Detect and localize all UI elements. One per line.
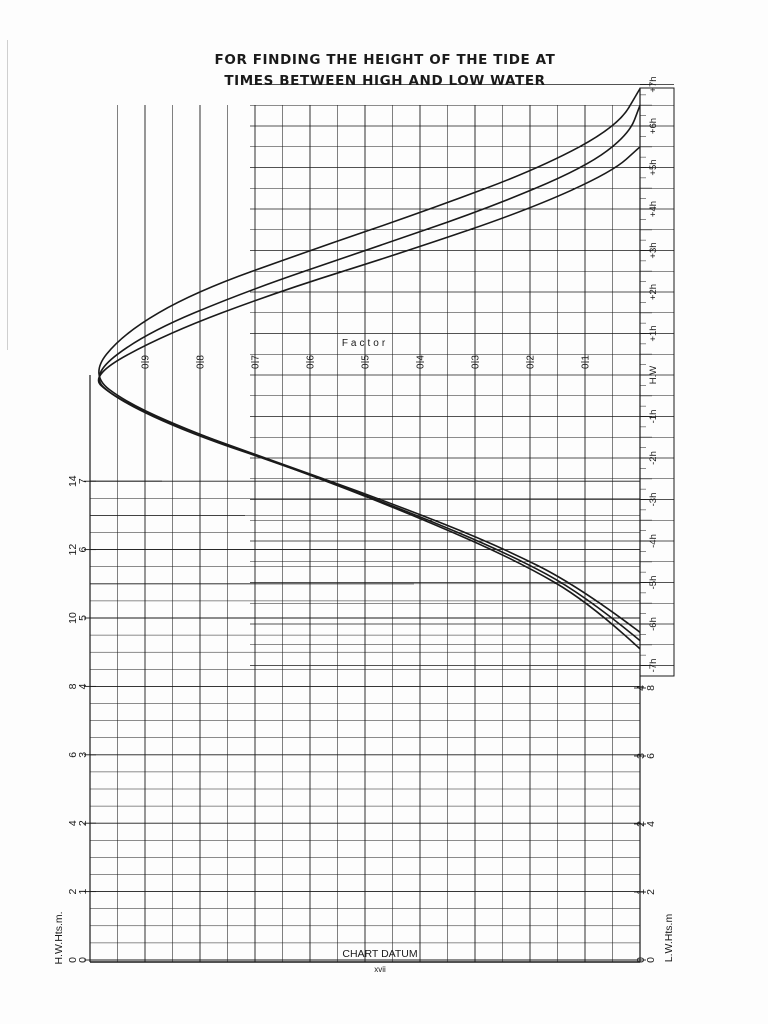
chart-title-line-1: FOR FINDING THE HEIGHT OF THE TIDE AT bbox=[214, 52, 556, 68]
tide-curve-3 bbox=[99, 147, 640, 633]
time-tick-label: -2h bbox=[648, 451, 659, 465]
factor-tick-label: 0.1 bbox=[580, 355, 592, 369]
lw-outer-label: 8 bbox=[645, 685, 657, 691]
hw-inner-label: 2 bbox=[77, 820, 89, 827]
time-tick-label: +1h bbox=[648, 325, 659, 342]
hw-outer-label: 4 bbox=[67, 820, 79, 827]
time-tick-label: +2h bbox=[648, 283, 659, 301]
factor-tick-label: 0.5 bbox=[360, 355, 372, 369]
time-tick-label: +7h bbox=[648, 76, 659, 93]
factor-tick-label: 0.3 bbox=[470, 355, 482, 369]
hw-inner-label: 4 bbox=[77, 683, 89, 690]
hw-outer-label: 6 bbox=[67, 751, 79, 758]
hw-inner-label: 7 bbox=[77, 478, 89, 485]
hw-outer-label: 10 bbox=[67, 612, 79, 624]
time-tick-label: -6h bbox=[648, 617, 659, 631]
factor-tick-label: 0.4 bbox=[415, 355, 427, 369]
hw-outer-label: 8 bbox=[67, 683, 79, 690]
time-tick-label: -7h bbox=[648, 658, 659, 673]
lw-inner-label: 0 bbox=[635, 957, 647, 963]
factor-tick-label: 0.7 bbox=[250, 355, 262, 369]
time-tick-label: -4h bbox=[648, 534, 659, 548]
chart-grid bbox=[90, 85, 674, 963]
page-number: xvii bbox=[374, 965, 386, 974]
time-tick-label: +6h bbox=[648, 117, 659, 135]
factor-tick-label: 0.8 bbox=[195, 355, 207, 369]
hw-inner-label: 1 bbox=[77, 888, 89, 895]
lw-outer-label: 4 bbox=[645, 821, 657, 827]
hw-inner-label: 5 bbox=[77, 615, 89, 621]
time-tick-label: H.W bbox=[648, 365, 659, 385]
lw-outer-label: 2 bbox=[645, 889, 657, 895]
hw-outer-label: 2 bbox=[67, 888, 79, 895]
chart-datum-label: CHART DATUM bbox=[342, 948, 418, 960]
lw-axis-label: L.W.Hts.m bbox=[663, 913, 675, 963]
chart-title-line-2: TIMES BETWEEN HIGH AND LOW WATER bbox=[224, 73, 546, 89]
hw-inner-label: 0 bbox=[77, 957, 89, 963]
lw-outer-label: 6 bbox=[645, 753, 657, 759]
time-tick-label: +5h bbox=[648, 159, 659, 176]
lw-inner-label: 4 bbox=[635, 685, 647, 691]
lw-inner-label: 3 bbox=[635, 753, 647, 759]
time-tick-label: +3h bbox=[648, 242, 659, 259]
hw-inner-label: 3 bbox=[77, 751, 89, 758]
lw-outer-label: 0 bbox=[645, 957, 657, 963]
time-tick-label: -5h bbox=[648, 575, 659, 590]
lw-inner-label: 1 bbox=[635, 889, 647, 895]
factor-tick-label: 0.2 bbox=[525, 355, 537, 369]
time-tick-label: +4h bbox=[648, 200, 659, 218]
time-tick-label: -1h bbox=[648, 409, 659, 424]
factor-tick-label: 0.6 bbox=[305, 355, 317, 369]
factor-axis-label: Factor bbox=[341, 338, 389, 349]
hw-outer-label: 12 bbox=[67, 543, 79, 556]
hw-outer-label: 14 bbox=[67, 475, 79, 488]
chart-labels bbox=[53, 76, 675, 974]
hw-inner-label: 6 bbox=[77, 546, 89, 553]
hw-axis-label: H.W.Hts.m. bbox=[53, 911, 65, 965]
lw-inner-label: 2 bbox=[635, 821, 647, 827]
factor-tick-label: 0.9 bbox=[140, 355, 152, 369]
tide-curve-2 bbox=[99, 105, 640, 640]
hw-outer-label: 0 bbox=[67, 957, 79, 963]
time-tick-label: -3h bbox=[648, 492, 659, 507]
